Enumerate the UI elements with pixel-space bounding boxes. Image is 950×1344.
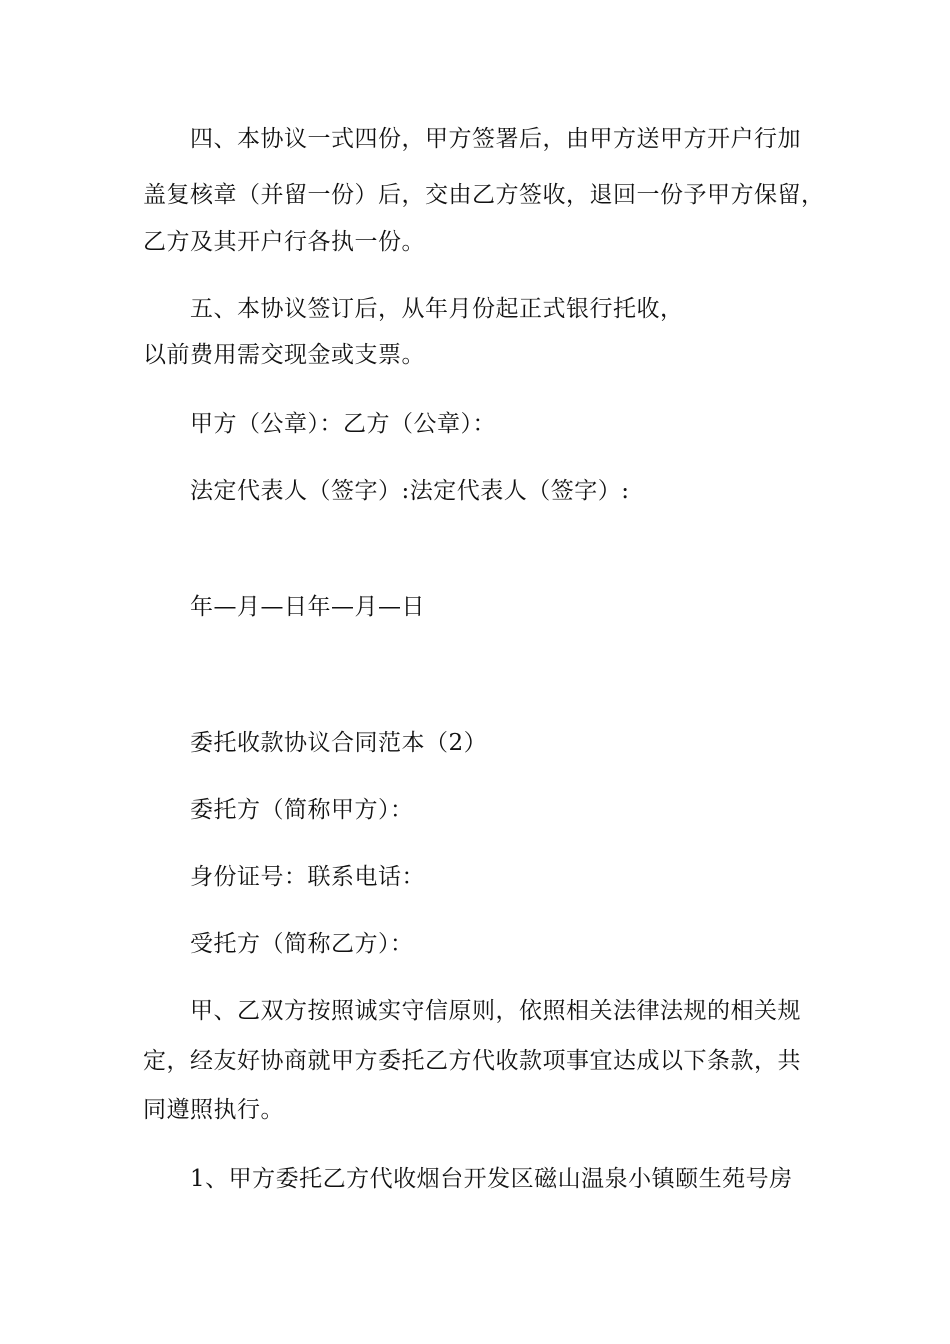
intro-line-1: 甲、乙双方按照诚实守信原则，依照相关法律法规的相关规 (190, 998, 801, 1024)
clause-four-line-1: 四、本协议一式四份，甲方签署后，由甲方送甲方开户行加 (190, 126, 801, 152)
clause-four-line-2: 盖复核章（并留一份）后，交由乙方签收，退回一份予甲方保留， (143, 182, 825, 208)
date-line: 年—月—日年—月—日 (190, 594, 425, 620)
clause-four-line-3: 乙方及其开户行各执一份。 (143, 229, 425, 255)
clause-one-line-1: 1、甲方委托乙方代收烟台开发区磁山温泉小镇颐生苑号房 (190, 1166, 793, 1192)
clause-five-line-1: 五、本协议签订后，从年月份起正式银行托收， (190, 296, 684, 322)
intro-line-2: 定，经友好协商就甲方委托乙方代收款项事宜达成以下条款，共 (143, 1048, 801, 1074)
signature-line: 法定代表人（签字）:法定代表人（签字）: (190, 478, 630, 504)
section-title: 委托收款协议合同范本（2） (190, 730, 488, 756)
id-phone-line: 身份证号：联系电话： (190, 864, 425, 890)
agent-line: 受托方（简称乙方）： (190, 931, 414, 957)
intro-line-3: 同遵照执行。 (143, 1097, 284, 1123)
principal-line: 委托方（简称甲方）： (190, 797, 414, 823)
seal-line: 甲方（公章）：乙方（公章）： (190, 411, 496, 437)
clause-five-line-2: 以前费用需交现金或支票。 (143, 342, 425, 368)
